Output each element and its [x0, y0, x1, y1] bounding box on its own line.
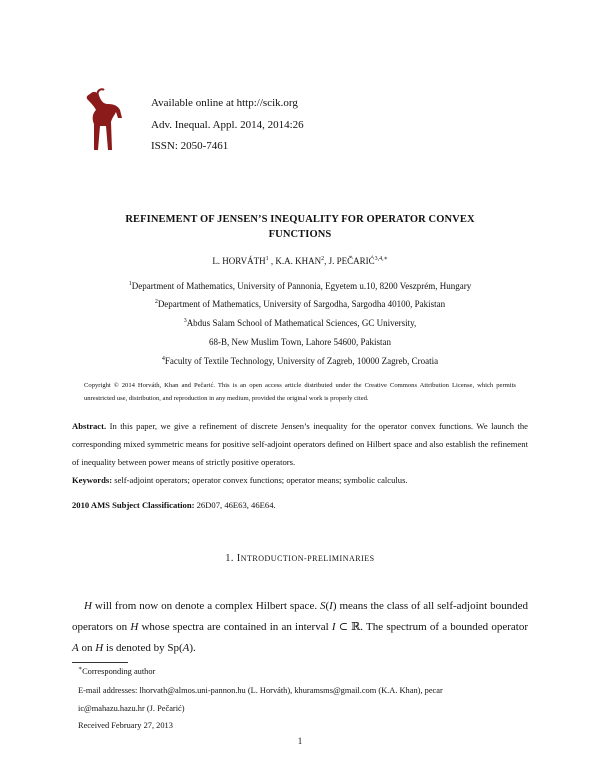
- ams-classification: [72, 500, 528, 510]
- title-line-2: FUNCTIONS: [268, 229, 332, 240]
- affiliation-3-line-2: 68-B, New Muslim Town, Lahore 54600, Pakistan: [209, 337, 391, 347]
- header-citation: Adv. Inequal. Appl. 2014, 2014:26: [151, 119, 304, 131]
- header-availability: Available online at http://scik.org: [151, 97, 298, 109]
- ams-text: 26D07, 46E63, 46E64.: [196, 500, 276, 510]
- copyright-notice: Copyright © 2014 Horváth, Khan and Pečarić. This is an open access article distributed under the Creative Commons Attribution License, which permits unrestricted use, distribution, and reproduction in any medium, provided the original work is properly cited.: [84, 382, 516, 402]
- author-1-sup: 1: [265, 256, 269, 262]
- body-sentence-2: means the class of all self-adjoint bounded operators on: [72, 600, 529, 633]
- affiliation-1-text: Department of Mathematics, University of Pannonia, Egyetem u.10, 8200 Veszprém, Hungary: [131, 281, 472, 291]
- footnote-email-line-2: ic@mahazu.hazu.hr (J. Pečarić): [78, 704, 185, 713]
- logo-antelope-shape: [87, 92, 122, 150]
- body-sentence-4: . The spectrum of a bounded operator: [360, 621, 529, 633]
- header-issn: ISSN: 2050-7461: [151, 140, 229, 152]
- paper-title: [60, 212, 540, 242]
- footnote-rule: [72, 662, 128, 663]
- abstract: [72, 417, 528, 471]
- affiliation-2: [60, 299, 540, 310]
- page-number: 1: [297, 736, 303, 746]
- keywords-label: Keywords:: [72, 475, 113, 485]
- affiliation-4: [60, 356, 540, 367]
- body-word-on: on: [81, 642, 93, 654]
- author-2-sup: 2: [321, 256, 325, 262]
- intro-paragraph: H will from now on denote a complex Hilbert space. S(I) means the class of all self-adjoint bounded operators on H whose spectra are contained in an interval I ⊂ ℝ. The spectrum of a bounded operator A on H is denoted by Sp(A).: [72, 600, 529, 654]
- affiliation-1: [60, 281, 540, 292]
- footnote-corresponding: [78, 666, 528, 677]
- abstract-text: In this paper, we give a refinement of discrete Jensen’s inequality for the operator convex functions. We launch the corresponding mixed symmetric means for positive self-adjoint operators defined on Hilbert space and also establish the refinement of inequality between power means of strictly positive operators.: [72, 421, 528, 467]
- affiliation-1-sup: 1: [128, 281, 132, 287]
- footnote-emails: [78, 685, 528, 714]
- affiliation-4-sup: 4: [161, 356, 165, 362]
- affiliation-3-sup: 3: [183, 318, 187, 324]
- author-3: J. PEČARIĆ: [328, 256, 375, 266]
- affiliation-2-sup: 2: [154, 299, 158, 305]
- logo-horn: [98, 89, 104, 96]
- author-list: L. HORVÁTH$^1$ , K.A. KHAN$^2$, J. $PEČARIĆ^{3,4,∗}$: [212, 256, 388, 266]
- keywords-text: self-adjoint operators; operator convex functions; operator means; symbolic calculus.: [114, 475, 408, 485]
- section-number: 1.: [225, 553, 234, 564]
- body-sentence-1: will from now on denote a complex Hilbert space.: [94, 600, 318, 612]
- keywords: [72, 475, 528, 485]
- affiliation-2-text: Department of Mathematics, University of Sargodha, Sargodha 40100, Pakistan: [157, 299, 446, 309]
- affiliation-4-text: Faculty of Textile Technology, University of Zagreb, 10000 Zagreb, Croatia: [164, 356, 439, 366]
- footnote-corr-text: Corresponding author: [82, 667, 156, 676]
- body-sentence-3: whose spectra are contained in an interval: [141, 621, 329, 633]
- section-first-letter: I: [236, 553, 241, 564]
- title-line-1: REFINEMENT OF JENSEN’S INEQUALITY FOR OPERATOR CONVEX: [125, 214, 475, 225]
- section-title-rest: NTRODUCTION-PRELIMINARIES: [240, 554, 375, 563]
- footnote-corr-mark: ∗: [78, 666, 83, 673]
- section-heading: [60, 553, 540, 564]
- author-2: K.A. KHAN: [275, 256, 322, 266]
- footnote-email-line-1: E-mail addresses: lhorvath@almos.uni-pannon.hu (L. Horváth), khuramsms@gmail.com (K.A. Khan), pecar: [78, 686, 443, 695]
- affiliation-3: [60, 318, 540, 329]
- author-1: L. HORVÁTH: [212, 256, 266, 266]
- author-3-sup: 3,4,∗: [374, 256, 388, 262]
- journal-logo: [78, 88, 126, 152]
- affiliation-3-line-1: Abdus Salam School of Mathematical Sciences, GC University,: [186, 318, 417, 328]
- body-sentence-5: is denoted by: [105, 642, 165, 654]
- abstract-label: Abstract.: [72, 421, 107, 431]
- ams-label: 2010 AMS Subject Classification:: [72, 500, 195, 510]
- footnote-received: Received February 27, 2013: [78, 721, 173, 730]
